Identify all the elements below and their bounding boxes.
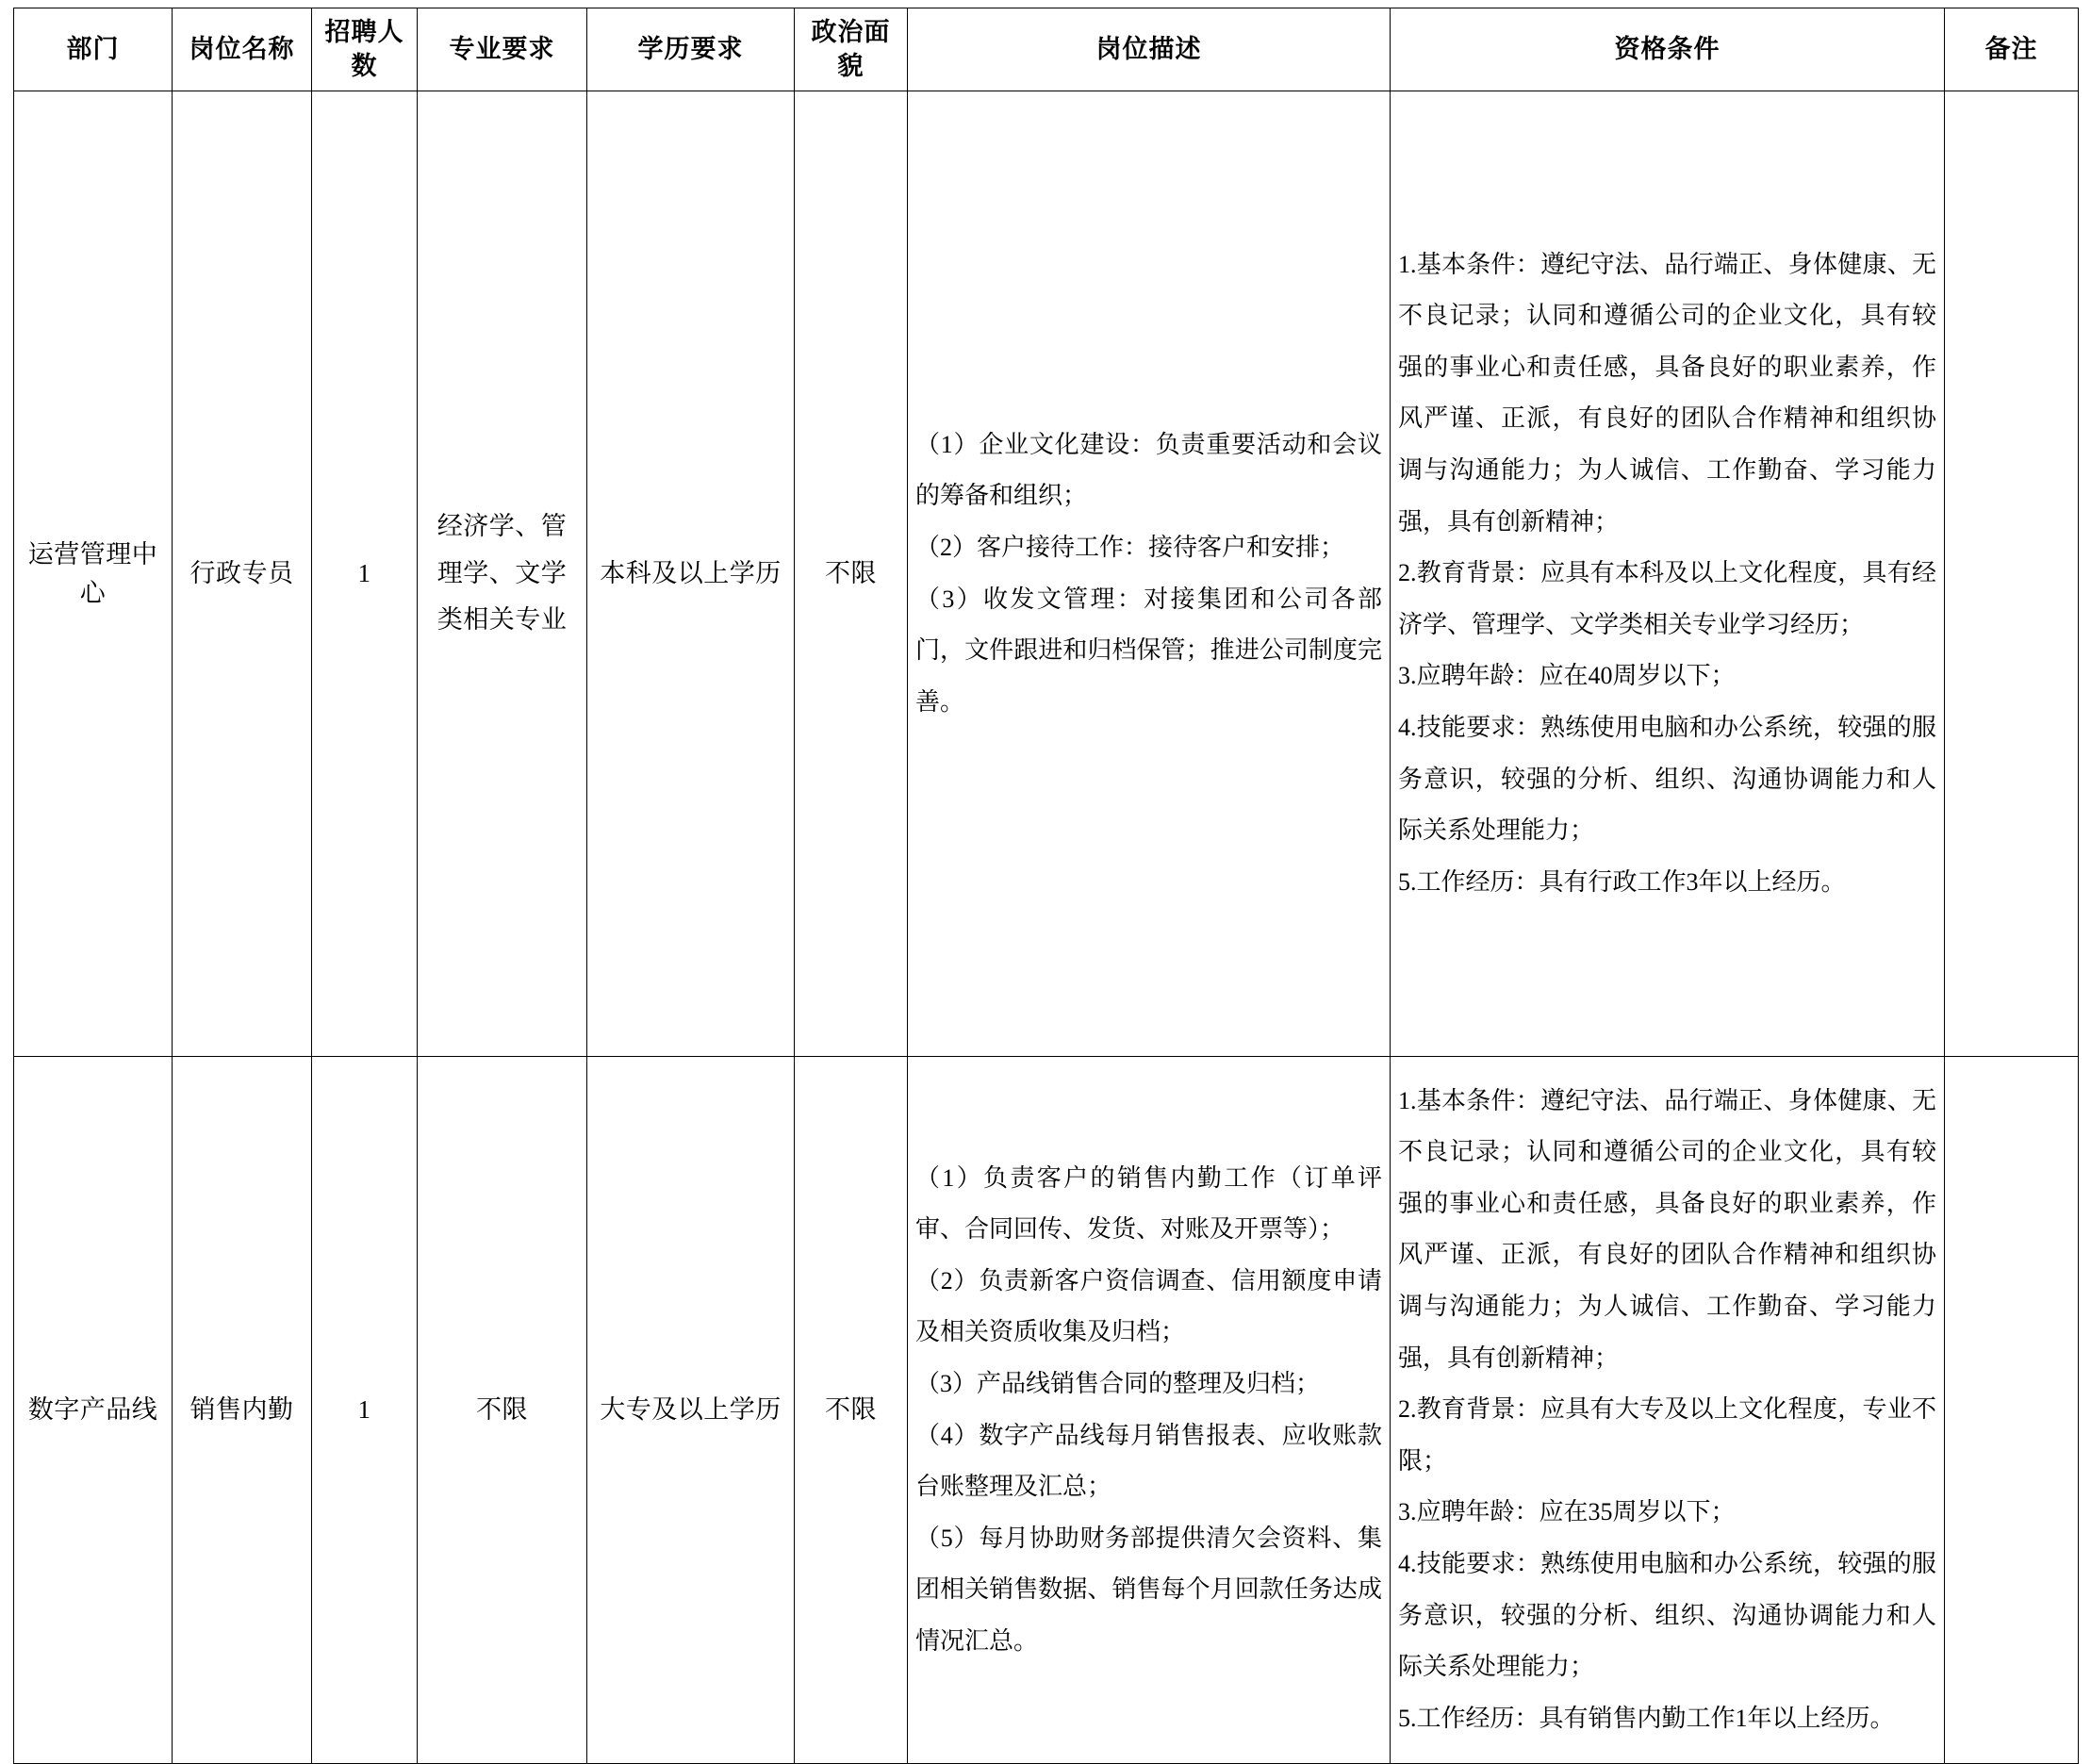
cell-job-description <box>908 1057 1391 1764</box>
job-description-list-1 <box>915 1153 1382 1668</box>
cell-education: 大专及以上学历 <box>587 1057 795 1764</box>
column-header-position: 岗位名称 <box>173 8 312 91</box>
column-header-job-description: 岗位描述 <box>908 8 1391 91</box>
cell-qualifications <box>1391 91 1945 1057</box>
paragraph: 3.应聘年龄：应在35周岁以下； <box>1398 1498 1736 1526</box>
cell-remark <box>1945 1057 2079 1764</box>
paragraph: （2）客户接待工作：接待客户和安排； <box>915 533 1345 561</box>
paragraph: （1）企业文化建设：负责重要活动和会议的筹备和组织； <box>915 430 1382 510</box>
paragraph: 5.工作经历：具有销售内勤工作1年以上经历。 <box>1398 1704 1895 1732</box>
table-row <box>14 1057 2079 1764</box>
paragraph: 5.工作经历：具有行政工作3年以上经历。 <box>1398 867 1846 896</box>
cell-position: 行政专员 <box>173 91 312 1057</box>
paragraph: 1.基本条件：遵纪守法、品行端正、身体健康、无不良记录；认同和遵循公司的企业文化，具有较强的事业心和责任感，具备良好的职业素养，作风严谨、正派，有良好的团队合作精神和组织协调与沟通能力；为人诚信、工作勤奋、学习能力强，具有创新精神； <box>1398 1086 1936 1372</box>
table-row <box>14 91 2079 1057</box>
paragraph: 4.技能要求：熟练使用电脑和办公系统，较强的服务意识，较强的分析、组织、沟通协调能力和人际关系处理能力； <box>1398 1549 1936 1681</box>
qualifications-list-0 <box>1398 239 1936 909</box>
cell-political-status: 不限 <box>795 91 908 1057</box>
cell-headcount: 1 <box>312 1057 418 1764</box>
cell-major: 不限 <box>418 1057 587 1764</box>
column-header-education: 学历要求 <box>587 8 795 91</box>
cell-major: 经济学、管理学、文学类相关专业 <box>418 91 587 1057</box>
column-header-qualifications: 资格条件 <box>1391 8 1945 91</box>
table-body <box>14 91 2079 1764</box>
job-description-list-0 <box>915 420 1382 729</box>
paragraph: （2）负责新客户资信调查、信用额度申请及相关资质收集及归档； <box>915 1266 1382 1346</box>
paragraph: （3）产品线销售合同的整理及归档； <box>915 1369 1321 1397</box>
cell-job-description <box>908 91 1391 1057</box>
paragraph: （1）负责客户的销售内勤工作（订单评审、合同回传、发货、对账及开票等）； <box>915 1163 1382 1244</box>
qualifications-list-1 <box>1398 1076 1936 1745</box>
table-header <box>14 8 2079 91</box>
column-header-headcount: 招聘人数 <box>312 8 418 91</box>
column-header-political-status: 政治面貌 <box>795 8 908 91</box>
paragraph: （5）每月协助财务部提供清欠会资料、集团相关销售数据、销售每个月回款任务达成情况汇总。 <box>915 1524 1382 1655</box>
recruitment-table <box>13 8 2079 1764</box>
cell-department: 数字产品线 <box>14 1057 173 1764</box>
cell-remark <box>1945 91 2079 1057</box>
cell-headcount: 1 <box>312 91 418 1057</box>
column-header-department: 部门 <box>14 8 173 91</box>
paragraph: 2.教育背景：应具有大专及以上文化程度，专业不限； <box>1398 1395 1936 1475</box>
cell-political-status: 不限 <box>795 1057 908 1764</box>
cell-education: 本科及以上学历 <box>587 91 795 1057</box>
cell-qualifications <box>1391 1057 1945 1764</box>
paragraph: 4.技能要求：熟练使用电脑和办公系统，较强的服务意识，较强的分析、组织、沟通协调能力和人际关系处理能力； <box>1398 713 1936 845</box>
cell-position: 销售内勤 <box>173 1057 312 1764</box>
paragraph: （3）收发文管理：对接集团和公司各部门，文件跟进和归档保管；推进公司制度完善。 <box>915 585 1382 716</box>
paragraph: 1.基本条件：遵纪守法、品行端正、身体健康、无不良记录；认同和遵循公司的企业文化，具有较强的事业心和责任感，具备良好的职业素养，作风严谨、正派，有良好的团队合作精神和组织协调与沟通能力；为人诚信、工作勤奋、学习能力强，具有创新精神； <box>1398 250 1936 536</box>
paragraph: （4）数字产品线每月销售报表、应收账款台账整理及汇总； <box>915 1421 1382 1501</box>
cell-department: 运营管理中心 <box>14 91 173 1057</box>
paragraph: 3.应聘年龄：应在40周岁以下； <box>1398 662 1736 690</box>
column-header-remark: 备注 <box>1945 8 2079 91</box>
paragraph: 2.教育背景：应具有本科及以上文化程度，具有经济学、管理学、文学类相关专业学习经历； <box>1398 559 1936 638</box>
column-header-major: 专业要求 <box>418 8 587 91</box>
table-header-row <box>14 8 2079 91</box>
